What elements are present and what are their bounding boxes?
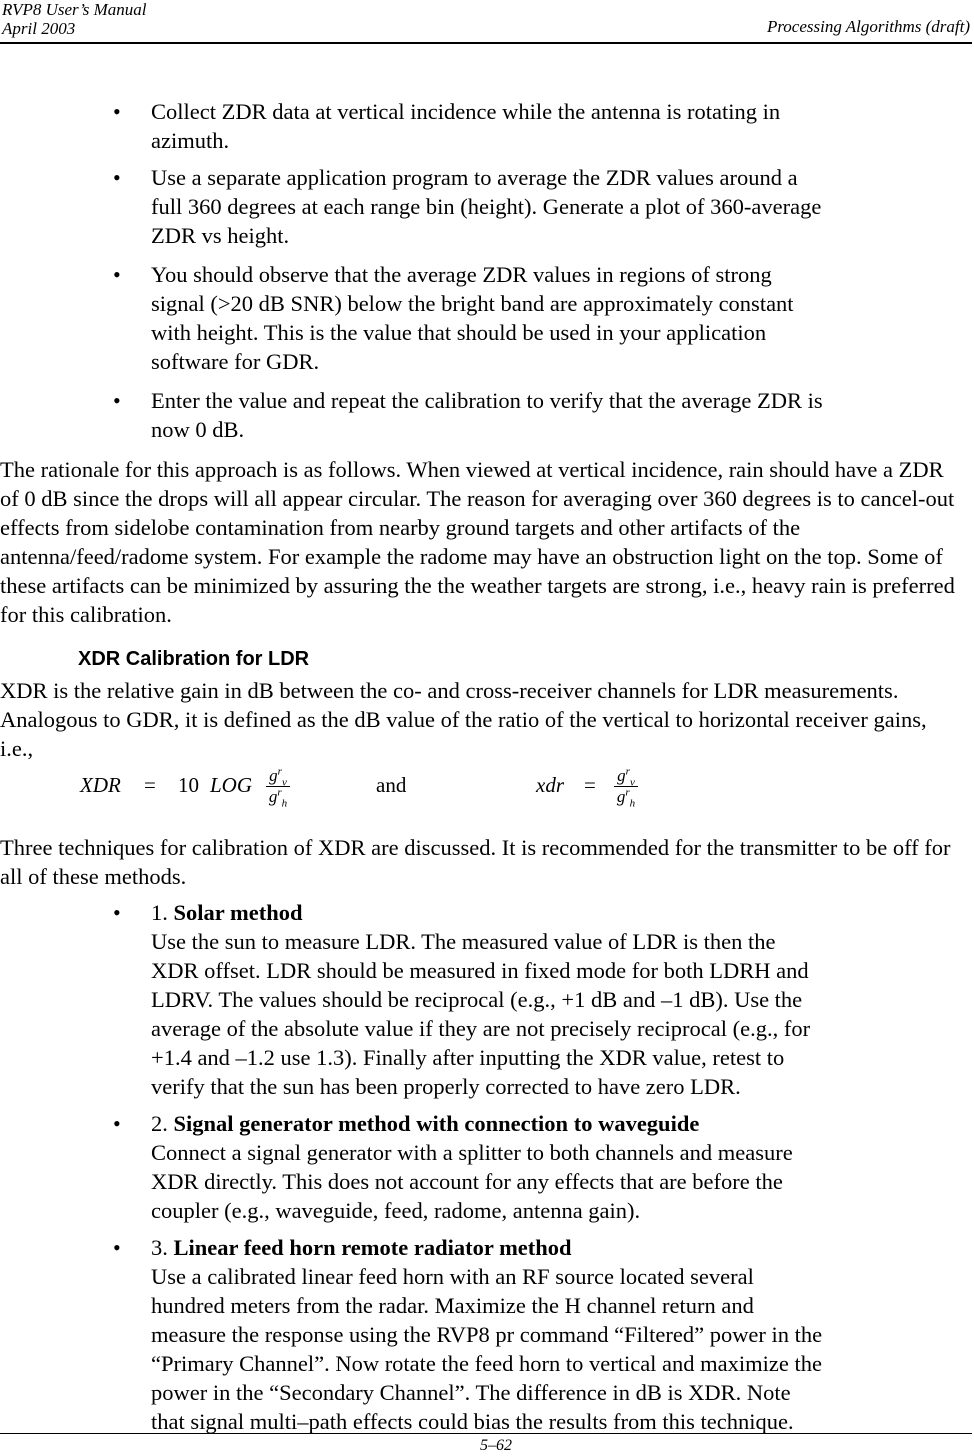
method-item (0, 1109, 823, 1225)
list-item-text: You should observe that the average ZDR values in regions of strong signal (>20 dB SNR) below the bright band are approximately constant with height. This is the value that should be used in your application software for GDR. (151, 262, 794, 374)
bullet-glyph: • (113, 388, 121, 413)
eq-equals-2: = (584, 773, 596, 797)
bullet-glyph: • (113, 1111, 121, 1136)
manual-title: RVP8 User’s Manual (2, 0, 147, 19)
xdr-intro-paragraph: XDR is the relative gain in dB between the co- and cross-receiver channels for LDR measurements. Analogous to GDR, it is defined as the dB value of the ratio of the vertical to horizontal receiver gains, i.e., (0, 678, 927, 761)
method-heading (151, 1109, 823, 1138)
eq-lhs-XDR: XDR (80, 773, 121, 797)
running-header-right: Processing Algorithms (draft) (766, 17, 970, 36)
page-body (0, 97, 974, 1436)
page-number: 5–62 (480, 1437, 512, 1454)
method-title: Solar method (173, 900, 303, 925)
manual-date: April 2003 (2, 19, 76, 38)
method-body: Use the sun to measure LDR. The measured value of LDR is then the XDR offset. LDR should be measured in fixed mode for both LDRH and LDRV. The values should be reciprocal (e.g., +1 dB and –1 dB). Use the average of the absolute value if they are not precisely reciprocal (e.g., for +1.4 and –1.2 use 1.3). Finally after inputting the XDR value, retest to verify that the sun has been properly corrected to have zero LDR. (151, 929, 811, 1099)
list-item (0, 163, 823, 250)
method-body: Use a calibrated linear feed horn with an RF source located several hundred meters from the radar. Maximize the H channel return and measure the response using the RVP8 pr command “Filtered” power in the “Primary Channel”. Now rotate the feed horn to vertical and maximize the power in the “Secondary Channel”. The difference in dB is XDR. Note that signal multi–path effects could bias the results from this technique. (151, 1264, 823, 1434)
footer-rule (0, 1433, 972, 1434)
list-item (0, 386, 823, 444)
method-title: Linear feed horn remote radiator method (173, 1235, 572, 1260)
eq-equals-1: = (144, 773, 156, 797)
list-item-text: Use a separate application program to average the ZDR values around a full 360 degrees at each range bin (height). Generate a plot of 360-average ZDR vs height. (151, 165, 822, 248)
method-heading (151, 898, 823, 927)
section-heading: XDR Calibration for LDR (78, 648, 310, 670)
method-number: 2. (151, 1111, 168, 1136)
method-body: Connect a signal generator with a splitter to both channels and measure XDR directly. This does not account for any effects that are before the coupler (e.g., waveguide, feed, radome, antenna gain). (151, 1140, 793, 1223)
list-item-text: Collect ZDR data at vertical incidence while the antenna is rotating in azimuth. (151, 99, 781, 153)
header-rule (0, 42, 972, 44)
eq-ten: 10 (178, 773, 199, 797)
list-item (0, 97, 823, 155)
eq-fraction-2: $g^r_v$ $g^r_h$ (614, 767, 638, 806)
eq-and: and (376, 773, 407, 797)
bullet-glyph: • (113, 900, 121, 925)
running-header-left (2, 0, 147, 38)
eq-lhs-xdr: xdr (536, 773, 564, 797)
method-item (0, 898, 823, 1101)
eq-fraction-1: $g^r_v$ $g^r_h$ (266, 767, 290, 806)
method-number: 3. (151, 1235, 168, 1260)
method-item (0, 1233, 823, 1436)
bullet-glyph: • (113, 1235, 121, 1260)
list-item-text: Enter the value and repeat the calibration to verify that the average ZDR is now 0 dB. (151, 388, 823, 442)
bullet-glyph: • (113, 165, 121, 190)
method-heading (151, 1233, 823, 1262)
eq-log: LOG (210, 773, 253, 797)
bullet-glyph: • (113, 262, 121, 287)
method-number: 1. (151, 900, 168, 925)
bullet-glyph: • (113, 99, 121, 124)
techniques-intro-paragraph: Three techniques for calibration of XDR are discussed. It is recommended for the transmitter to be off for all of these methods. (0, 835, 951, 889)
list-item (0, 260, 823, 376)
xdr-equation (0, 763, 974, 833)
rationale-paragraph: The rationale for this approach is as follows. When viewed at vertical incidence, rain should have a ZDR of 0 dB since the drops will all appear circular. The reason for averaging over 360 degrees is to cancel-out effects from sidelobe contamination from nearby ground targets and other artifacts of the antenna/feed/radome system. For example the radome may have an obstruction light on the top. Some of these artifacts can be minimized by assuring the the weather targets are strong, i.e., heavy rain is preferred for this calibration. (0, 457, 955, 627)
method-title: Signal generator method with connection to waveguide (173, 1111, 700, 1136)
